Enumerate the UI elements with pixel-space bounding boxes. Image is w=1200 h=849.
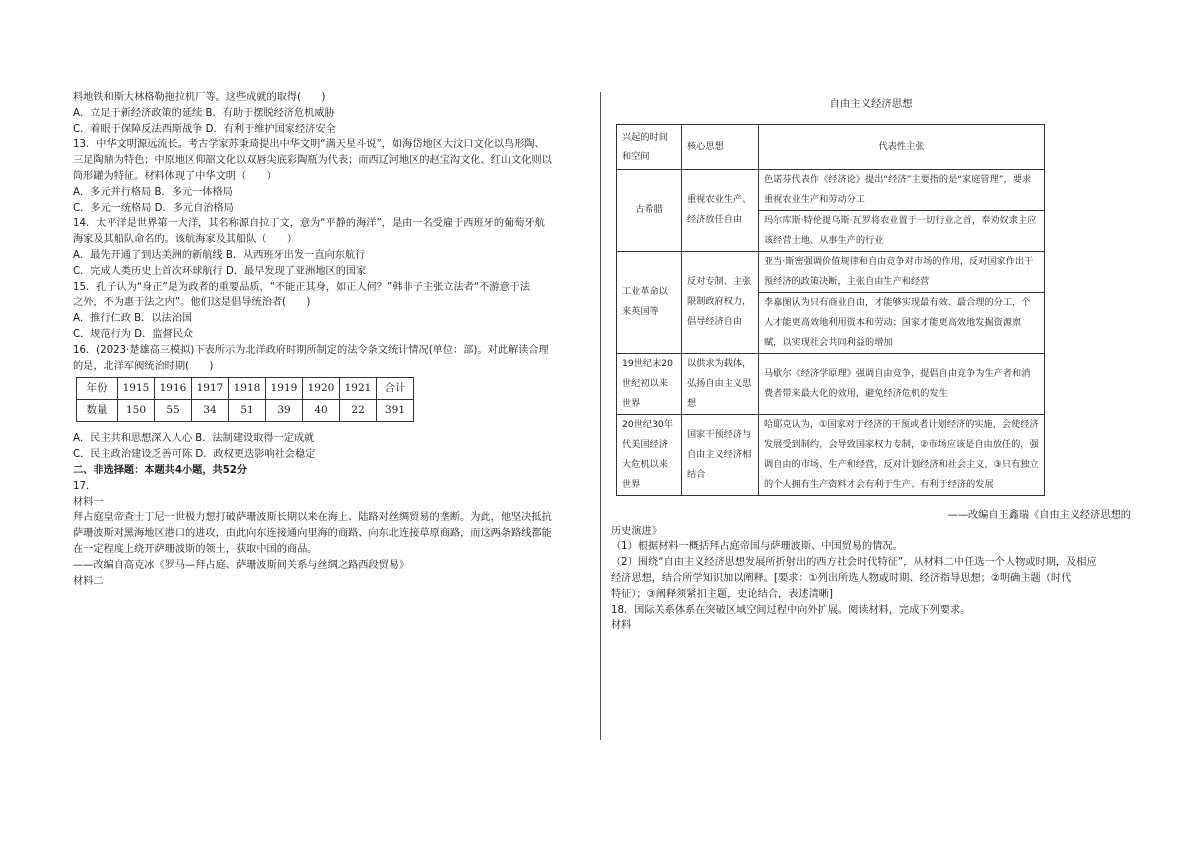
- q16-stem-line-2: 的是，北洋军阀统治时期( ): [73, 360, 214, 372]
- table-title: 自由主义经济思想: [829, 98, 913, 110]
- law-count-data-row: [77, 400, 414, 422]
- q17-subquestion-2-line-1: （2）围绕“自由主义经济思想发展所折射出的西方社会时代特征”，从材料二中任选一个人物或时期，及相应: [611, 557, 1097, 569]
- material-2-label: 材料二: [73, 575, 104, 587]
- claim-cell: 色诺芬代表作《经济论》提出“经济”主要指的是“家庭管理”，要求重视农业生产和劳动分工: [759, 169, 1045, 210]
- q14-stem-line-2: 海家及其船队命名的。该航海家及其船队（ ）: [73, 234, 298, 246]
- table-cell: 1918: [229, 378, 266, 400]
- claim-cell: 玛尔库斯·特伦提乌斯·瓦罗将农业置于一切行业之首，奉劝奴隶主应该经营土地、从事生产的行业: [759, 210, 1045, 251]
- material-1-label: 材料一: [73, 496, 104, 508]
- column-divider: [600, 92, 601, 740]
- table-row: [617, 169, 1045, 210]
- header-cell-claims: 代表性主张: [759, 124, 1045, 169]
- claim-cell: 亚当·斯密强调价值规律和自由竞争对市场的作用，反对国家作出干预经济的政策决断，主张自由生产和经营: [759, 251, 1045, 292]
- q13-stem-line-2: 三足陶鼎为特色；中原地区仰韶文化以双唇尖底彩陶瓶为代表；而西辽河地区的赵宝沟文化、红山文化则以: [73, 155, 552, 167]
- q12-options-2: C．着眼于保障反法西斯战争 D．有利于维护国家经济安全: [73, 123, 336, 135]
- q17-number: 17．: [73, 480, 97, 492]
- table-cell: 1921: [340, 378, 377, 400]
- table-cell: 40: [303, 400, 340, 422]
- q18-material-label: 材料: [611, 620, 632, 632]
- table-row: [617, 251, 1045, 292]
- era-cell: 20世纪30年代美国经济大危机以来世界: [617, 414, 682, 495]
- material-1-line-2: 萨珊波斯对黑海地区港口的进攻，由此向东连接通向里海的商路、向东北连接草原商路，而这两条路线都能: [73, 528, 552, 540]
- table-row: [617, 353, 1045, 414]
- table-cell: 1915: [118, 378, 155, 400]
- header-cell-era: 兴起的时间和空间: [617, 124, 682, 169]
- q15-stem-line-2: 之外，不为惠于法之内”。他们这是倡导统治者( ): [73, 297, 311, 309]
- section-heading: 二、非选择题：本题共4小题，共52分: [73, 464, 248, 476]
- claim-cell: 哈耶克认为，①国家对于经济的干预或者计划经济的实施，会使经济发展受到制约，会导致国家权力专制，②市场应该是自由放任的，强调自由的市场、生产和经营，反对计划经济和社会主义，③只有独立的个人拥有生产资料才会有利于生产、有利于经济的发展: [759, 414, 1045, 495]
- q15-stem-line-1: 15．孔子认为“身正”是为政者的重要品质，“不能正其身，如正人何？”韩非子主张立法者“不游意于法: [73, 281, 531, 293]
- material-1-source: ——改编自高克冰《罗马—拜占庭、萨珊波斯间关系与丝绸之路西段贸易》: [73, 559, 410, 571]
- table-cell: 34: [192, 400, 229, 422]
- q16-stem-line-1: 16．(2023·楚雄高三模拟)下表所示为北洋政府时期所制定的法令条文统计情况(单位：部)。对此解读合理: [73, 344, 549, 356]
- core-cell: 以供求为载体，弘扬自由主义思想: [682, 353, 759, 414]
- header-cell-core: 核心思想: [682, 124, 759, 169]
- q17-subquestion-1: （1）根据材料一概括拜占庭帝国与萨珊波斯、中国贸易的情况。: [611, 541, 903, 553]
- claim-cell: 马歇尔《经济学原理》强调自由竞争，提倡自由竞争为生产者和消费者带来最大化的效用，避免经济危机的发生: [759, 353, 1045, 414]
- era-cell: 古希腊: [617, 169, 682, 251]
- table-cell: 51: [229, 400, 266, 422]
- material-1-line-3: 在一定程度上绕开萨珊波斯的领土，获取中国的商品。: [73, 543, 318, 555]
- q12-options-1: A．立足于新经济政策的延续 B．有助于摆脱经济危机威胁: [73, 107, 335, 119]
- law-count-header-row: [77, 378, 414, 400]
- table-cell: 1920: [303, 378, 340, 400]
- material-1-line-1: 拜占庭皇帝查士丁尼一世极力想打破萨珊波斯长期以来在海上、陆路对丝绸贸易的垄断。为此，他坚决抵抗: [73, 512, 552, 524]
- table-cell: 22: [340, 400, 377, 422]
- q16-options-1: A．民主共和思想深入人心 B．法制建设取得一定成就: [73, 433, 315, 445]
- q13-stem-line-3: 筒形罐为特征。材料体现了中华文明（ ）: [73, 170, 277, 182]
- q18-stem: 18．国际关系体系在突破区域空间过程中向外扩展。阅读材料，完成下列要求。: [611, 604, 971, 616]
- q12-stem-tail: 料地铁和斯大林格勒拖拉机厂等。这些成就的取得( ): [73, 92, 326, 103]
- q16-options-2: C．民主政治建设乏善可陈 D．政权更迭影响社会稳定: [73, 449, 316, 461]
- q13-stem-line-1: 13．中华文明源远流长。考古学家苏秉琦提出中华文明“满天星斗说”，如海岱地区大汶口文化以鸟形陶、: [73, 139, 545, 151]
- table-source-line-1: ——改编自王鑫瑞《自由主义经济思想的: [947, 509, 1131, 521]
- core-cell: 国家干预经济与自由主义经济相结合: [682, 414, 759, 495]
- core-cell: 重视农业生产、经济放任自由: [682, 169, 759, 251]
- table-cell: 55: [155, 400, 192, 422]
- law-count-table: [76, 377, 414, 422]
- table-row: [617, 414, 1045, 495]
- table-cell: 合计: [377, 378, 414, 400]
- table-cell: 1919: [266, 378, 303, 400]
- core-cell: 反对专制、主张限制政府权力，倡导经济自由: [682, 251, 759, 353]
- era-cell: 工业革命以来英国等: [617, 251, 682, 353]
- q15-options-1: A．推行仁政 B．以法治国: [73, 313, 193, 325]
- table-cell: 150: [118, 400, 155, 422]
- q13-options-2: C．多元一统格局 D．多元自治格局: [73, 202, 234, 214]
- q14-options-2: C．完成人类历史上首次环球航行 D．最早发现了亚洲地区的国家: [73, 265, 367, 277]
- era-cell: 19世纪末20世纪初以来世界: [617, 353, 682, 414]
- table-source-line-2: 历史演进》: [611, 525, 662, 537]
- claim-cell: 李嘉图认为只有商业自由，才能够实现最有效、最合理的分工，个人才能更高效地利用资本和劳动；国家才能更高效地发掘资源禀赋，以实现社会共同利益的增加: [759, 292, 1045, 353]
- table-cell: 391: [377, 400, 414, 422]
- table-cell: 年份: [77, 378, 118, 400]
- q15-options-2: C．规范行为 D．监督民众: [73, 328, 194, 340]
- table-cell: 1917: [192, 378, 229, 400]
- right-column: [611, 90, 1131, 634]
- liberal-economics-table: [616, 124, 1045, 496]
- q13-options-1: A．多元并行格局 B．多元一体格局: [73, 186, 233, 198]
- left-column: [73, 90, 593, 589]
- table-header-row: [617, 124, 1045, 169]
- q17-subquestion-2-line-2: 经济思想，结合所学知识加以阐释。[要求：①列出所选人物或时期、经济指导思想；②明确主题（时代: [611, 572, 1072, 584]
- q14-stem-line-1: 14．太平洋是世界第一大洋，其名称源自拉丁文，意为“平静的海洋”，是由一名受雇于西班牙的葡萄牙航: [73, 218, 545, 230]
- q14-options-1: A．最先开通了到达美洲的新航线 B．从西班牙出发一直向东航行: [73, 249, 366, 261]
- table-cell: 1916: [155, 378, 192, 400]
- table-cell: 数量: [77, 400, 118, 422]
- q17-subquestion-2-line-3: 特征）；③阐释须紧扣主题，史论结合，表述清晰]: [611, 588, 833, 600]
- table-cell: 39: [266, 400, 303, 422]
